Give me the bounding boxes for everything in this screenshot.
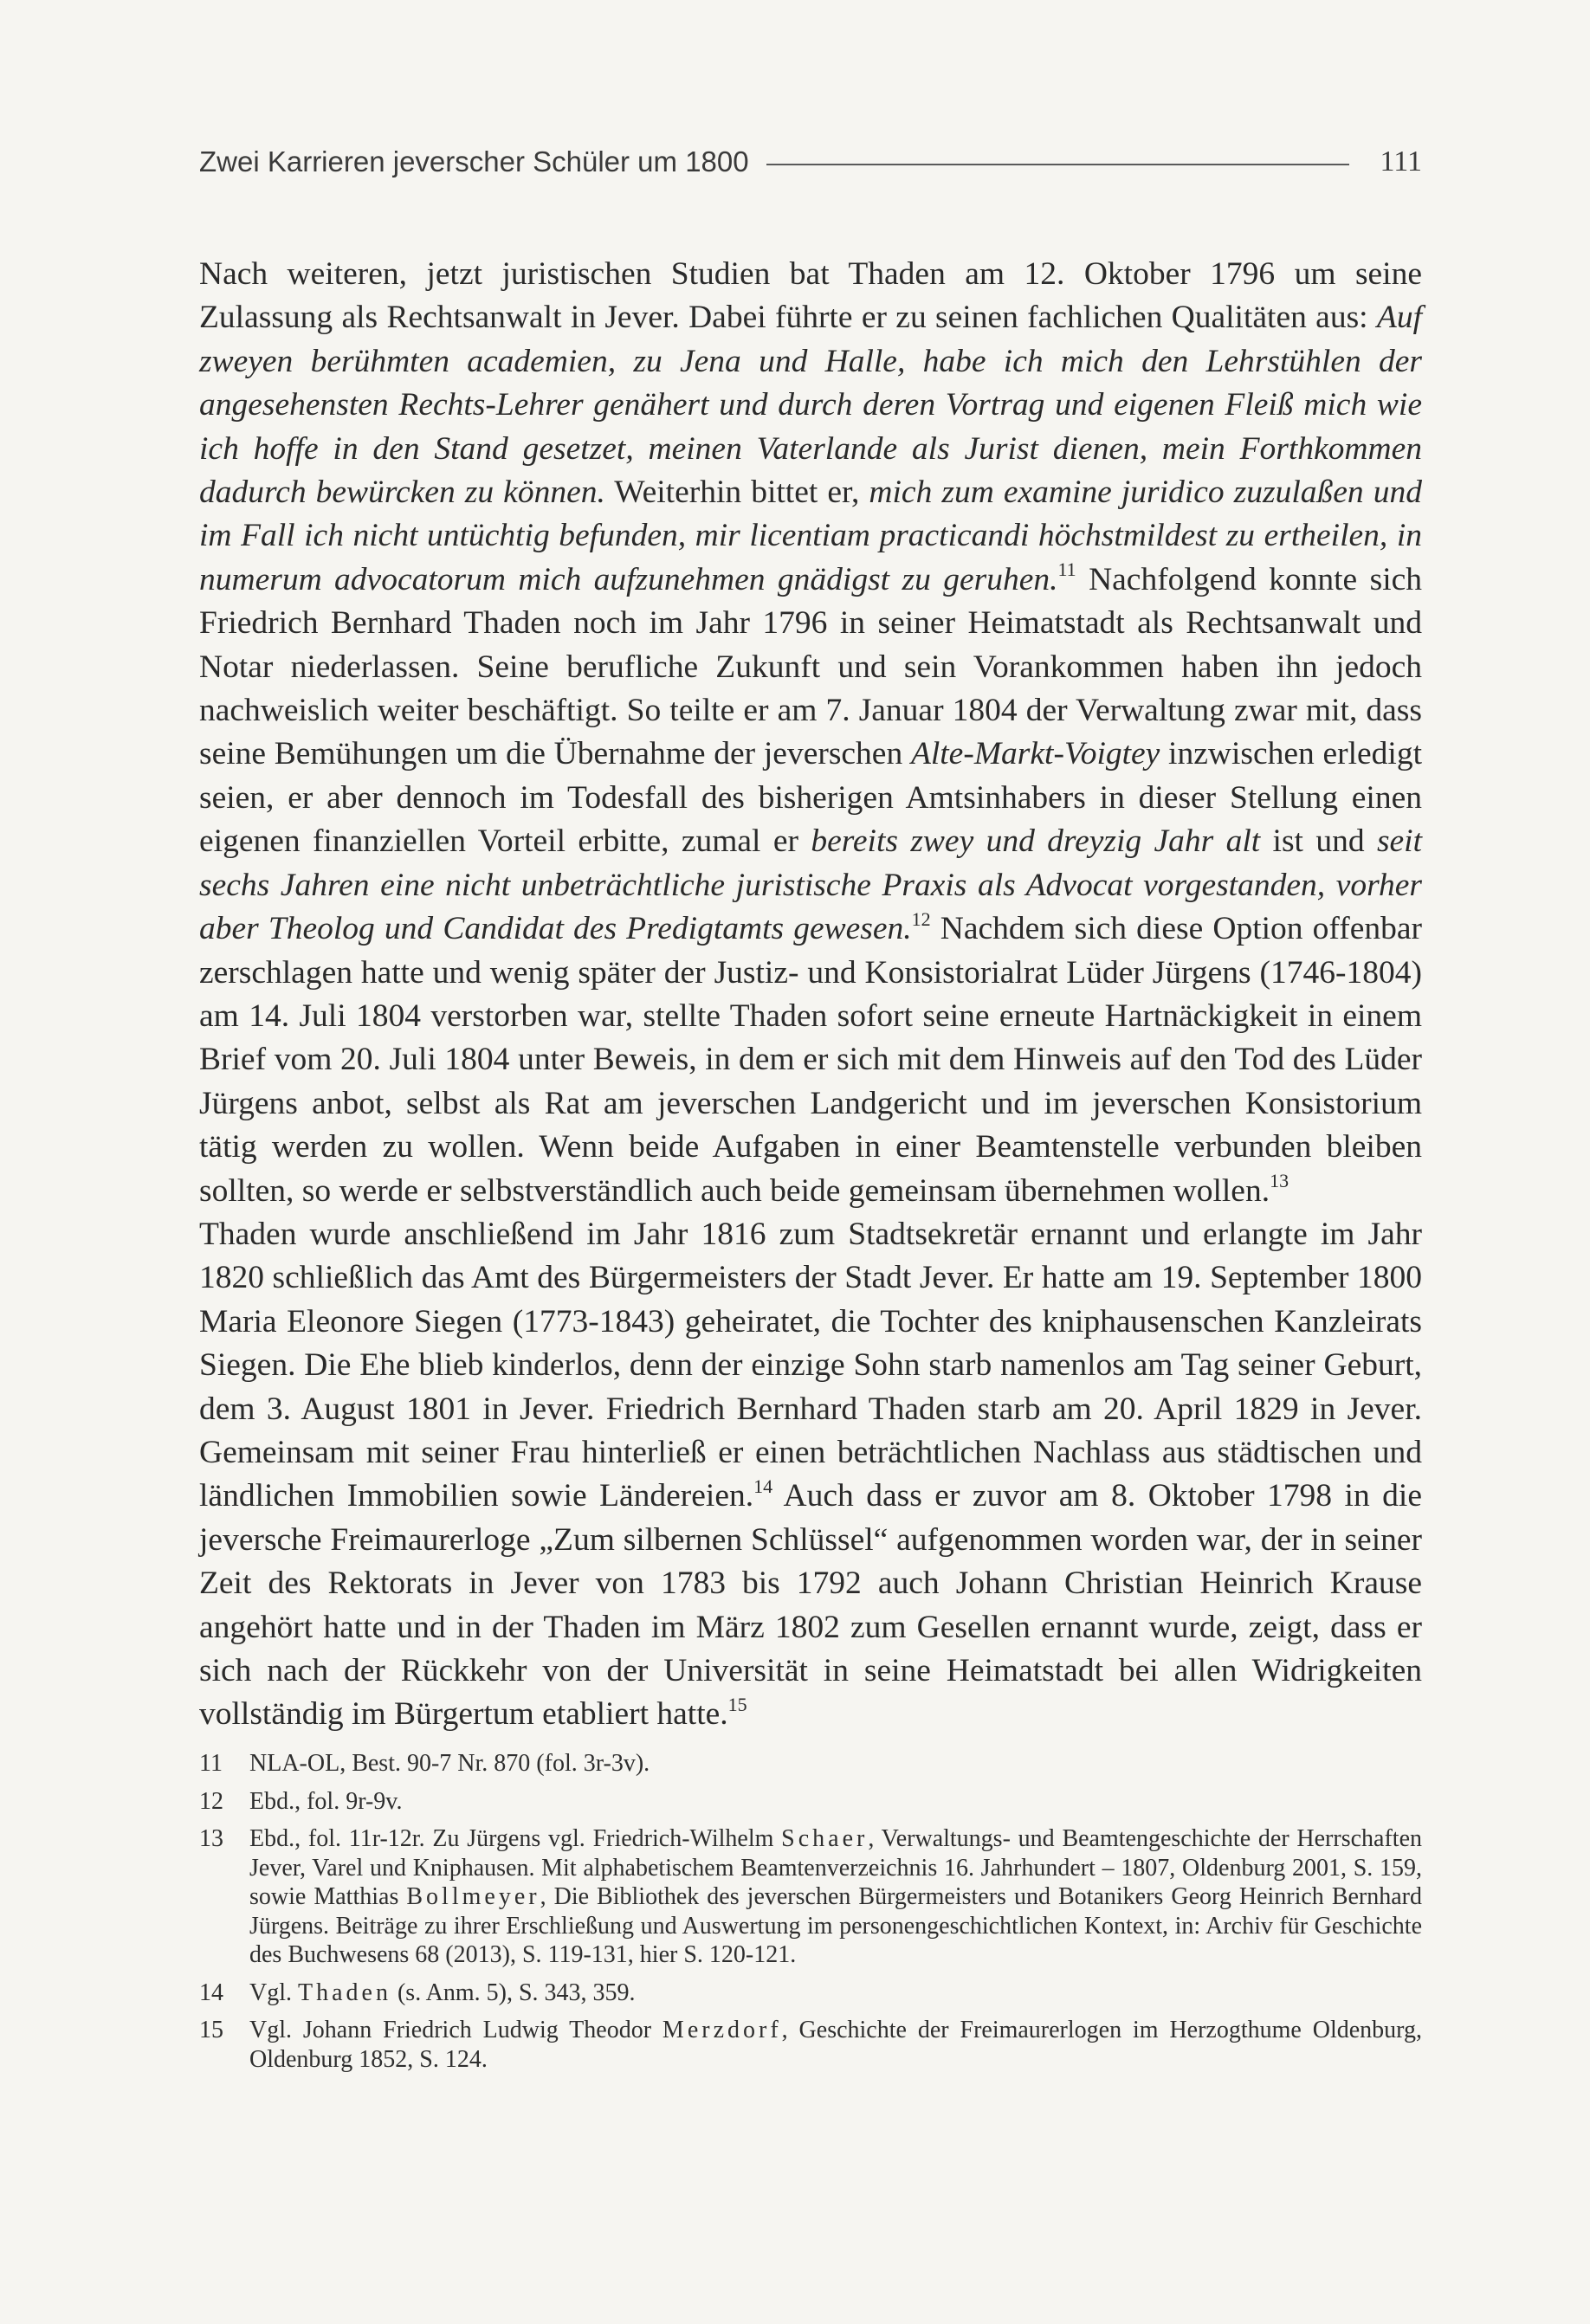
footnote-15 bbox=[199, 2016, 1422, 2074]
quote-italic: mich zum examine juridico zuzulaßen und im Fall ich nicht untüchtig befunden, mir licentiam practicandi höchstmildest zu ertheilen, in numerum advocatorum mich aufzunehmen gnädigst zu geruhen. bbox=[199, 474, 1422, 597]
quote-italic: seit sechs Jahren eine nicht unbeträchtliche juristische Praxis als Advocat vorgestanden, vorher aber Theolog und Candidat des Predigtamts gewesen. bbox=[199, 823, 1423, 947]
footnote-ref-14[interactable]: 14 bbox=[753, 1475, 773, 1497]
text-run: Vgl. Johann Friedrich Ludwig Theodor bbox=[249, 2017, 662, 2043]
main-text bbox=[199, 253, 1422, 1737]
quote-italic: Auf zweyen berühmten academien, zu Jena und Halle, habe ich mich den Lehrstühlen der angesehensten Rechts-Lehrer genähert und durch deren Vortrag und eigenen Fleiß mich wie ich hoffe in den Stand gesetzet, meinen Vaterlande als Jurist dienen, mein Forthkommen dadurch bewürcken zu können. bbox=[199, 300, 1422, 511]
paragraph-2 bbox=[199, 1213, 1422, 1737]
author-name: Bollmeyer bbox=[406, 1883, 540, 1910]
text-run: Weiterhin bittet er, bbox=[604, 474, 869, 511]
text-run: ist und bbox=[1260, 823, 1377, 860]
author-name: Schaer bbox=[781, 1825, 869, 1852]
text-run: Auch dass er zuvor am 8. Oktober 1798 in die jeversche Freimaurerloge „Zum silbernen Schlüssel“ aufgenommen worden war, der in seiner Zeit des Rektorats in Jever von 1783 bis 1792 auch Johann Christian Heinrich Krause angehört hatte und in der Thaden im März 1802 zum Gesellen ernannt wurde, zeigt, dass er sich nach der Rückkehr von der Universität in seine Heimatstadt bei allen Widrigkeiten vollständig im Bürgertum etabliert hatte. bbox=[199, 1478, 1422, 1733]
footnote-13 bbox=[199, 1824, 1422, 1970]
text-run: (s. Anm. 5), S. 343, 359. bbox=[391, 1979, 636, 2006]
footnote-number: 11 bbox=[199, 1750, 223, 1777]
footnote-text bbox=[249, 1824, 1422, 1970]
running-header bbox=[199, 145, 1422, 178]
author-name: Merzdorf bbox=[662, 2017, 782, 2043]
page-number: 111 bbox=[1380, 145, 1422, 178]
text-run: Nachfolgend konnte sich Friedrich Bernhard Thaden noch im Jahr 1796 in seiner Heimatstadt als Rechtsanwalt und Notar niederlassen. Seine berufliche Zukunft und sein Vorankommen haben ihn jedoch nachweislich weiter beschäftigt. So teilte er am 7. Januar 1804 der Verwaltung zwar mit, dass seine Bemühungen um die Übernahme der jeverschen bbox=[199, 561, 1423, 772]
footnote-12 bbox=[199, 1787, 1422, 1817]
text-run: inzwischen erledigt seien, er aber dennoch im Todesfall des bisherigen Amtsinhabers in dieser Stellung einen eigenen finanziellen Vorteil erbitte, zumal er bbox=[199, 736, 1422, 860]
text-run: Nach weiteren, jetzt juristischen Studien bat Thaden am 12. Oktober 1796 um seine Zulassung als Rechtsanwalt in Jever. Dabei führte er zu seinen fachlichen Qualitäten aus: bbox=[199, 256, 1422, 336]
footnote-number: 14 bbox=[199, 1979, 223, 2006]
text-run: , Geschichte der Freimaurerlogen im Herzogthume Oldenburg, Oldenburg 1852, S. 124. bbox=[249, 2017, 1422, 2073]
footnote-number: 13 bbox=[199, 1825, 223, 1852]
quote-italic: bereits zwey und dreyzig Jahr alt bbox=[811, 823, 1261, 860]
text-run: , Verwaltungs- und Beamtengeschichte der Herrschaften Jever, Varel und Kniphausen. Mit alphabetischem Beamtenverzeichnis 16. Jahrhundert – 1807, Oldenburg 2001, S. 159, sowie Matthias bbox=[249, 1825, 1422, 1910]
footnote-14 bbox=[199, 1979, 1422, 2008]
footnote-text bbox=[249, 2016, 1422, 2074]
footnote-text bbox=[249, 1979, 1422, 2008]
footnotes bbox=[199, 1749, 1422, 2082]
header-rule bbox=[766, 164, 1349, 165]
paragraph-1 bbox=[199, 253, 1422, 1213]
text-run: Vgl. bbox=[249, 1979, 298, 2006]
footnote-ref-15[interactable]: 15 bbox=[727, 1693, 747, 1715]
footnote-number: 12 bbox=[199, 1787, 223, 1815]
text-run: Thaden wurde anschließend im Jahr 1816 zum Stadtsekretär ernannt und erlangte im Jahr 1820 schließlich das Amt des Bürgermeisters der Stadt Jever. Er hatte am 19. September 1800 Maria Eleonore Siegen (1773-1843) geheiratet, die Tochter des kniphausenschen Kanzleirats Siegen. Die Ehe blieb kinderlos, denn der einzige Sohn starb namenlos am Tag seiner Geburt, dem 3. August 1801 in Jever. Friedrich Bernhard Thaden starb am 20. April 1829 in Jever. Gemeinsam mit seiner Frau hinterließ er einen beträchtlichen Nachlass aus städtischen und ländlichen Immobilien sowie Ländereien. bbox=[199, 1216, 1422, 1514]
text-run: , Die Bibliothek des jeverschen Bürgermeisters und Botanikers Georg Heinrich Bernhard Jürgens. Beiträge zu ihrer Erschließung und Auswertung im personengeschichtlichen Kontext, in: Archiv für Geschichte des Buchwesens 68 (2013), S. 119-131, hier S. 120-121. bbox=[249, 1883, 1423, 1968]
footnote-text: NLA-OL, Best. 90-7 Nr. 870 (fol. 3r-3v). bbox=[249, 1750, 650, 1777]
text-run: Ebd., fol. 11r-12r. Zu Jürgens vgl. Friedrich-Wilhelm bbox=[249, 1825, 782, 1852]
text-run: Nachdem sich diese Option offenbar zerschlagen hatte und wenig später der Justiz- und Konsistorialrat Lüder Jürgens (1746-1804) am 14. Juli 1804 verstorben war, stellte Thaden sofort seine erneute Hartnäckigkeit in einem Brief vom 20. Juli 1804 unter Beweis, in dem er sich mit dem Hinweis auf den Tod des Lüder Jürgens anbot, selbst als Rat am jeverschen Landgericht und im jeverschen Konsistorium tätig werden zu wollen. Wenn beide Aufgaben in einer Beamtenstelle verbunden bleiben sollten, so werde er selbstverständlich auch beide gemeinsam übernehmen wollen. bbox=[199, 911, 1422, 1209]
footnote-11 bbox=[199, 1749, 1422, 1779]
quote-italic: Alte-Markt-Voigtey bbox=[910, 736, 1160, 772]
author-name: Thaden bbox=[298, 1979, 391, 2006]
footnote-ref-11[interactable]: 11 bbox=[1057, 558, 1076, 581]
running-title: Zwei Karrieren jeverscher Schüler um 1800 bbox=[199, 145, 749, 178]
footnote-text: Ebd., fol. 9r-9v. bbox=[249, 1787, 403, 1815]
footnote-number: 15 bbox=[199, 2017, 223, 2043]
footnote-ref-12[interactable]: 12 bbox=[911, 907, 931, 930]
footnote-ref-13[interactable]: 13 bbox=[1270, 1170, 1289, 1192]
